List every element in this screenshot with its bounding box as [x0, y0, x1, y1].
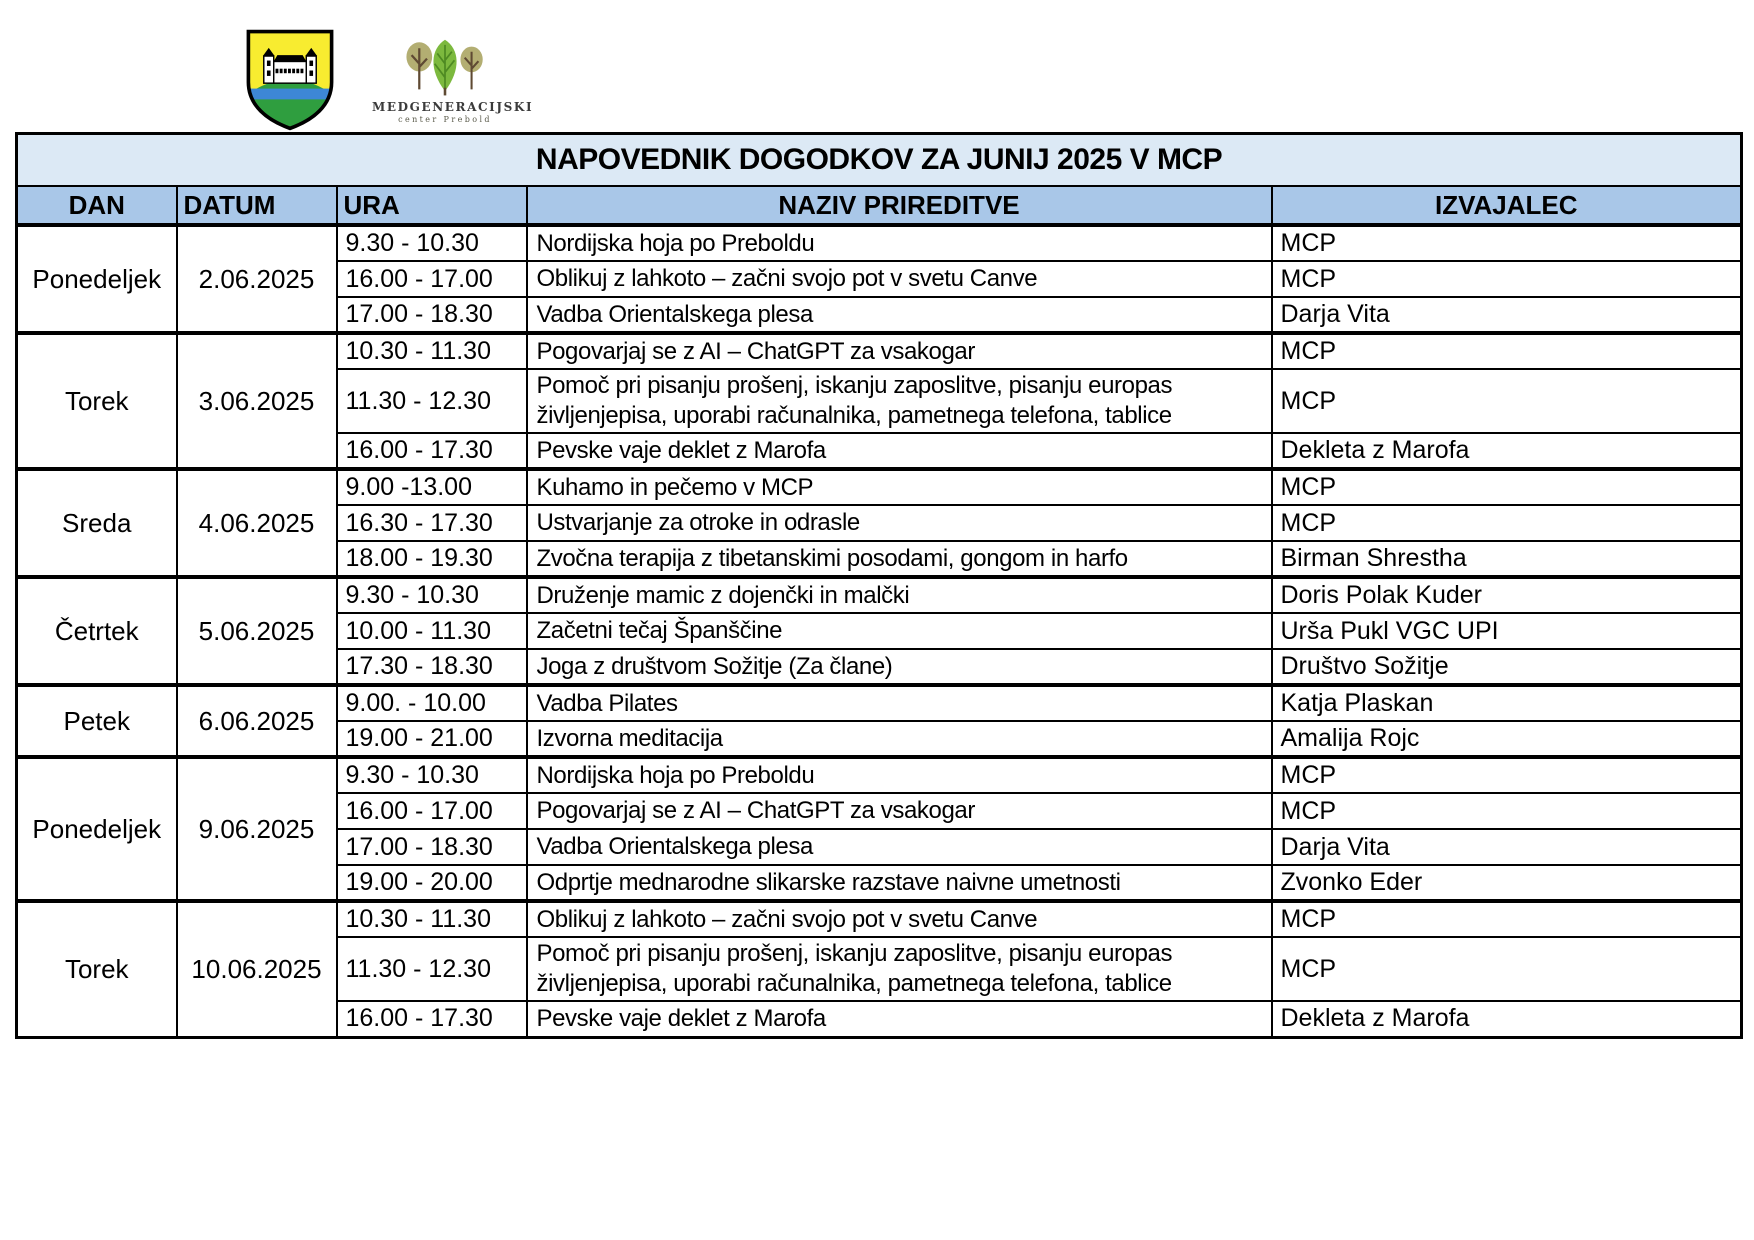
- organizer-cell: Dekleta z Marofa: [1272, 1001, 1742, 1037]
- prebold-coat-of-arms-logo: [244, 28, 336, 132]
- organizer-cell: Darja Vita: [1272, 829, 1742, 865]
- event-name-cell: Druženje mamic z dojenčki in malčki: [527, 577, 1272, 613]
- event-name-cell: Vadba Orientalskega plesa: [527, 297, 1272, 333]
- event-row: [17, 901, 1742, 937]
- time-cell: 9.30 - 10.30: [337, 757, 527, 793]
- organizer-cell: MCP: [1272, 261, 1742, 297]
- col-header-naziv: NAZIV PRIREDITVE: [527, 186, 1272, 225]
- col-header-izvajalec: IZVAJALEC: [1272, 186, 1742, 225]
- time-cell: 16.00 - 17.30: [337, 1001, 527, 1037]
- organizer-cell: MCP: [1272, 793, 1742, 829]
- date-cell: 4.06.2025: [177, 469, 337, 577]
- events-table: [15, 132, 1743, 1039]
- day-cell: Petek: [17, 685, 177, 757]
- title-row: [17, 134, 1742, 187]
- organizer-cell: MCP: [1272, 225, 1742, 261]
- event-name-cell: Nordijska hoja po Preboldu: [527, 757, 1272, 793]
- organizer-cell: MCP: [1272, 901, 1742, 937]
- organizer-cell: MCP: [1272, 369, 1742, 433]
- event-name-cell: Pevske vaje deklet z Marofa: [527, 1001, 1272, 1037]
- event-name-cell: Pevske vaje deklet z Marofa: [527, 433, 1272, 469]
- event-name-cell: Kuhamo in pečemo v MCP: [527, 469, 1272, 505]
- date-cell: 9.06.2025: [177, 757, 337, 901]
- event-row: [17, 685, 1742, 721]
- organizer-cell: Dekleta z Marofa: [1272, 433, 1742, 469]
- event-name-cell: Izvorna meditacija: [527, 721, 1272, 757]
- date-cell: 5.06.2025: [177, 577, 337, 685]
- event-name-cell: Pomoč pri pisanju prošenj, iskanju zaposlitve, pisanju europas življenjepisa, uporabi računalnika, pametnega telefona, tablice: [527, 937, 1272, 1001]
- organizer-cell: Amalija Rojc: [1272, 721, 1742, 757]
- time-cell: 9.00 -13.00: [337, 469, 527, 505]
- event-name-cell: Pogovarjaj se z AI – ChatGPT za vsakogar: [527, 333, 1272, 369]
- organizer-cell: Društvo Sožitje: [1272, 649, 1742, 685]
- time-cell: 19.00 - 20.00: [337, 865, 527, 901]
- organizer-cell: Katja Plaskan: [1272, 685, 1742, 721]
- time-cell: 16.00 - 17.00: [337, 793, 527, 829]
- event-name-cell: Pogovarjaj se z AI – ChatGPT za vsakogar: [527, 793, 1272, 829]
- event-row: [17, 333, 1742, 369]
- date-cell: 3.06.2025: [177, 333, 337, 469]
- event-row: [17, 225, 1742, 261]
- day-cell: Torek: [17, 901, 177, 1037]
- date-cell: 6.06.2025: [177, 685, 337, 757]
- event-name-cell: Vadba Orientalskega plesa: [527, 829, 1272, 865]
- time-cell: 9.00. - 10.00: [337, 685, 527, 721]
- event-name-cell: Nordijska hoja po Preboldu: [527, 225, 1272, 261]
- trees-icon: [402, 38, 488, 98]
- day-cell: Sreda: [17, 469, 177, 577]
- event-name-cell: Začetni tečaj Španščine: [527, 613, 1272, 649]
- date-cell: 2.06.2025: [177, 225, 337, 333]
- organizer-cell: MCP: [1272, 505, 1742, 541]
- mcp-logo-name: MEDGENERACIJSKI: [372, 100, 534, 114]
- day-cell: Ponedeljek: [17, 757, 177, 901]
- organizer-cell: MCP: [1272, 333, 1742, 369]
- event-row: [17, 577, 1742, 613]
- event-name-cell: Pomoč pri pisanju prošenj, iskanju zaposlitve, pisanju europas življenjepisa, uporabi računalnika, pametnega telefona, tablice: [527, 369, 1272, 433]
- day-cell: Torek: [17, 333, 177, 469]
- time-cell: 18.00 - 19.30: [337, 541, 527, 577]
- time-cell: 16.00 - 17.00: [337, 261, 527, 297]
- col-header-datum: DATUM: [177, 186, 337, 225]
- organizer-cell: Doris Polak Kuder: [1272, 577, 1742, 613]
- mcp-logo: [372, 38, 534, 124]
- event-row: [17, 469, 1742, 505]
- organizer-cell: Birman Shrestha: [1272, 541, 1742, 577]
- organizer-cell: MCP: [1272, 469, 1742, 505]
- time-cell: 10.00 - 11.30: [337, 613, 527, 649]
- time-cell: 19.00 - 21.00: [337, 721, 527, 757]
- time-cell: 16.30 - 17.30: [337, 505, 527, 541]
- organizer-cell: Urša Pukl VGC UPI: [1272, 613, 1742, 649]
- date-cell: 10.06.2025: [177, 901, 337, 1037]
- col-header-ura: URA: [337, 186, 527, 225]
- time-cell: 17.30 - 18.30: [337, 649, 527, 685]
- time-cell: 16.00 - 17.30: [337, 433, 527, 469]
- event-name-cell: Zvočna terapija z tibetanskimi posodami, gongom in harfo: [527, 541, 1272, 577]
- time-cell: 9.30 - 10.30: [337, 577, 527, 613]
- organizer-cell: Darja Vita: [1272, 297, 1742, 333]
- event-name-cell: Vadba Pilates: [527, 685, 1272, 721]
- day-cell: Četrtek: [17, 577, 177, 685]
- day-cell: Ponedeljek: [17, 225, 177, 333]
- event-row: [17, 757, 1742, 793]
- time-cell: 10.30 - 11.30: [337, 901, 527, 937]
- col-header-dan: DAN: [17, 186, 177, 225]
- event-name-cell: Ustvarjanje za otroke in odrasle: [527, 505, 1272, 541]
- organizer-cell: MCP: [1272, 937, 1742, 1001]
- time-cell: 9.30 - 10.30: [337, 225, 527, 261]
- event-name-cell: Oblikuj z lahkoto – začni svojo pot v svetu Canve: [527, 901, 1272, 937]
- table-header-row: [17, 186, 1742, 225]
- event-name-cell: Odprtje mednarodne slikarske razstave naivne umetnosti: [527, 865, 1272, 901]
- time-cell: 17.00 - 18.30: [337, 829, 527, 865]
- time-cell: 17.00 - 18.30: [337, 297, 527, 333]
- event-name-cell: Oblikuj z lahkoto – začni svojo pot v svetu Canve: [527, 261, 1272, 297]
- page-title: NAPOVEDNIK DOGODKOV ZA JUNIJ 2025 V MCP: [17, 134, 1742, 187]
- event-name-cell: Joga z društvom Sožitje (Za člane): [527, 649, 1272, 685]
- time-cell: 11.30 - 12.30: [337, 369, 527, 433]
- time-cell: 11.30 - 12.30: [337, 937, 527, 1001]
- mcp-logo-subtitle: center Prebold: [398, 115, 492, 124]
- organizer-cell: MCP: [1272, 757, 1742, 793]
- organizer-cell: Zvonko Eder: [1272, 865, 1742, 901]
- time-cell: 10.30 - 11.30: [337, 333, 527, 369]
